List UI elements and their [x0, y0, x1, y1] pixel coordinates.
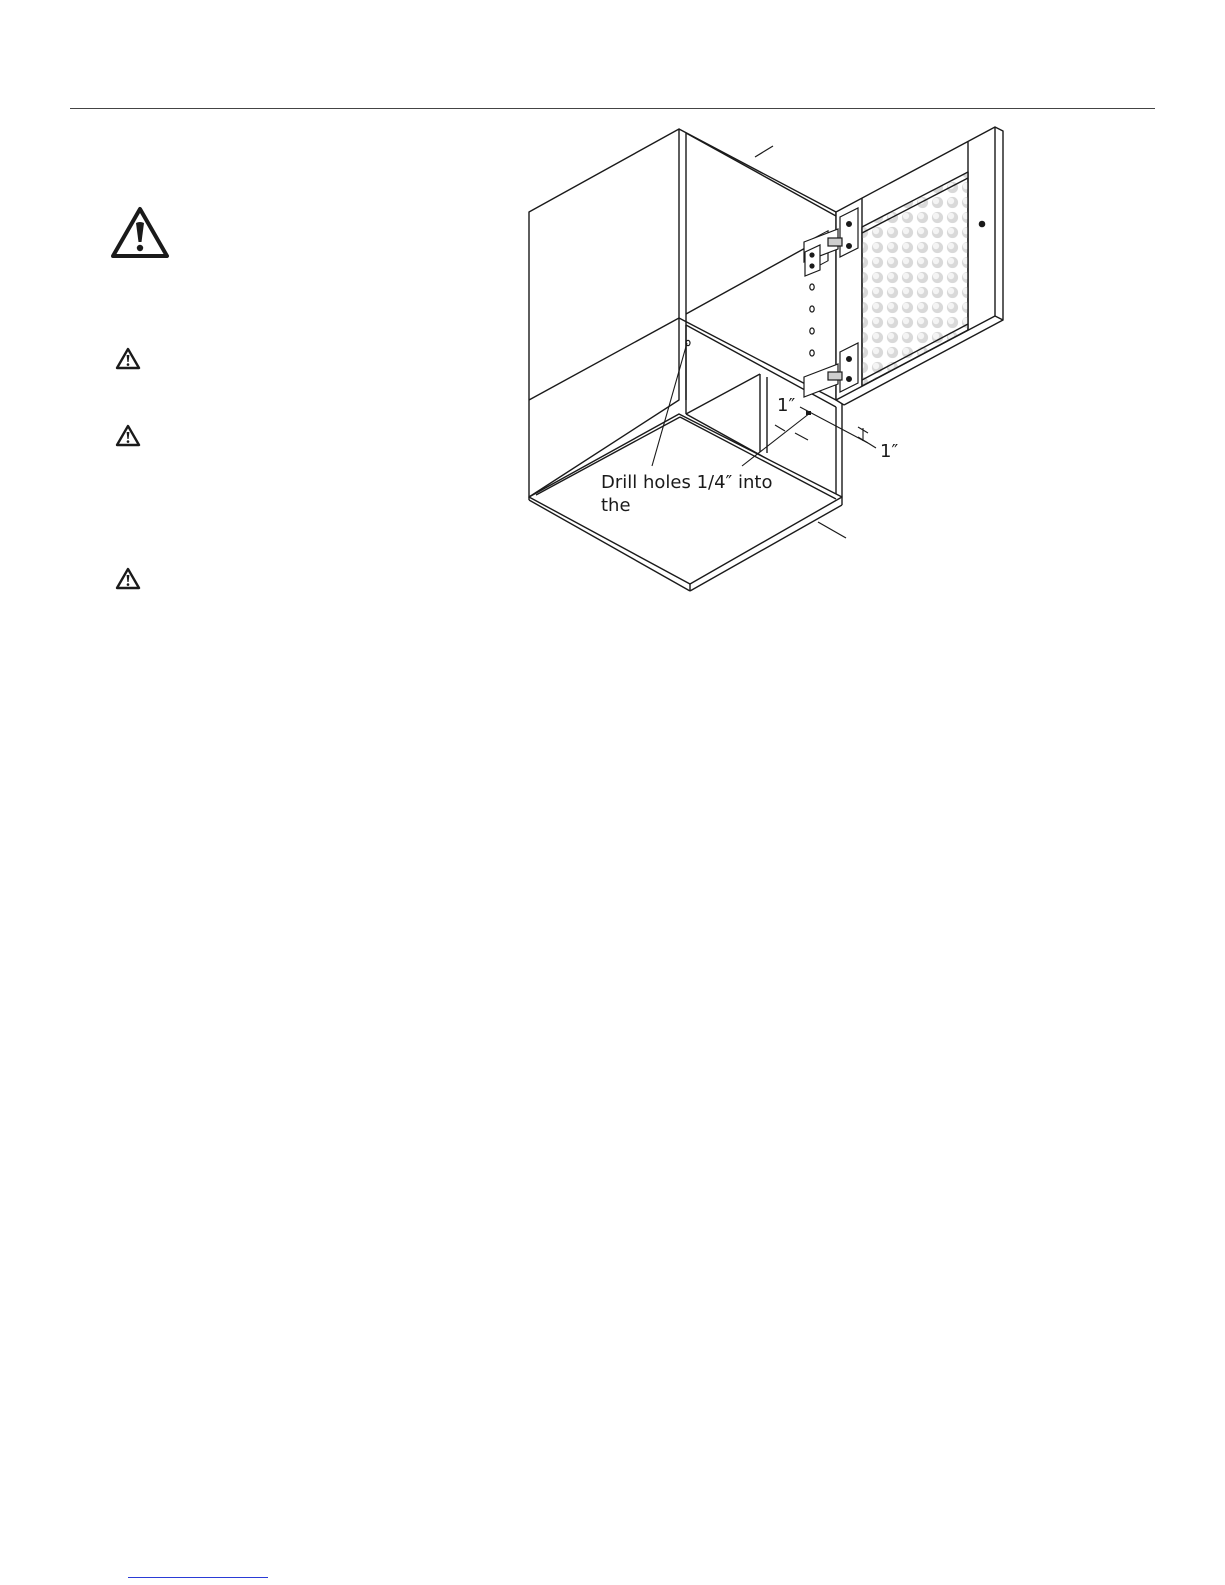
- cabinet-door: [836, 127, 1003, 405]
- footer-link-rule[interactable]: [128, 1577, 268, 1578]
- callout-leader-2: [742, 413, 810, 466]
- cabinet-diagram: [0, 0, 1225, 620]
- drill-callout-line1: Drill holes 1/4″ into: [601, 472, 773, 493]
- dimension-top-label: 1″: [777, 395, 796, 416]
- dimension-side-label: 1″: [880, 441, 899, 462]
- mounting-holes: [686, 284, 814, 356]
- door-knob: [979, 221, 984, 226]
- drill-callout-line2: the: [601, 495, 631, 516]
